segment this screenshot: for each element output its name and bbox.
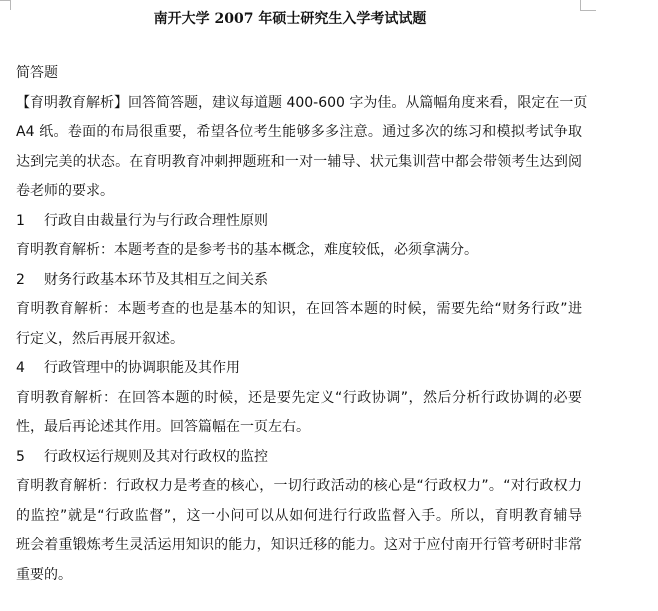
analysis-line: 班会着重锻炼考生灵活运用知识的能力，知识迁移的能力。这对于应付南开行管考研时非常 [16,537,582,553]
intro-line: 达到完美的状态。在育明教育冲刺押题班和一对一辅导、状元集训营中都会带领考生达到阅 [16,153,582,170]
section-label: 简答题 [16,65,58,81]
intro-line: A4 纸。卷面的布局很重要，希望各位考生能够多多注意。通过多次的练习和模拟考试争取 [16,124,582,140]
analysis-line: 育明教育解析：行政权力是考查的核心，一切行政活动的核心是“行政权力”。“对行政权力 [16,478,582,494]
intro-line: 卷老师的要求。 [16,183,114,199]
question-heading [16,266,582,296]
analysis-line: 育明教育解析：在回答本题的时候，还是要先定义“行政协调”，然后分析行政协调的必要 [16,389,582,406]
question-number: 4 [16,360,25,376]
crop-mark-top-right [580,10,596,11]
question-number: 1 [16,212,25,229]
analysis-line: 重要的。 [16,566,72,583]
question-heading [16,207,582,237]
intro-line: 【育明教育解析】回答简答题，建议每道题 400-600 字为佳。从篇幅角度来看，限定在一页 [16,94,588,111]
question-heading [16,443,582,473]
question-title: 行政权运行规则及其对行政权的监控 [44,448,268,465]
analysis-line: 的监控”就是“行政监督”，这一小问可以从如何进行行政监督入手。所以，育明教育辅导 [16,507,582,524]
analysis-line: 育明教育解析：本题考查的是参考书的基本概念，难度较低，必须拿满分。 [16,242,478,258]
crop-mark-top-left [0,0,10,1]
analysis-line: 行定义，然后再展开叙述。 [16,330,184,347]
document-body [16,59,588,590]
crop-mark-top-right [580,0,581,10]
question-heading [16,354,582,384]
document-title: 南开大学 2007 年硕士研究生入学考试试题 [153,11,427,27]
analysis-line: 性，最后再论述其作用。回答篇幅在一页左右。 [16,419,310,435]
question-number: 5 [16,448,25,465]
question-number: 2 [16,271,25,288]
question-title: 行政自由裁量行为与行政合理性原则 [44,212,268,229]
question-title: 财务行政基本环节及其相互之间关系 [44,271,268,288]
question-title: 行政管理中的协调职能及其作用 [44,360,240,376]
analysis-line: 育明教育解析：本题考查的也是基本的知识，在回答本题的时候，需要先给“财务行政”进 [16,301,582,317]
